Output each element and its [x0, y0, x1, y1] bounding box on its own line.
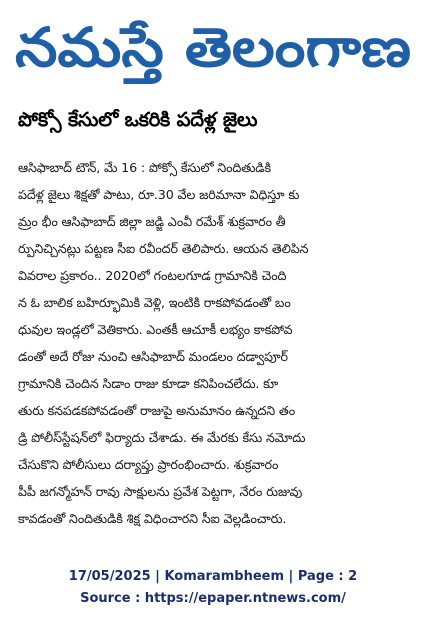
article-line: పీపీ జగన్మోహన్ రావు సాక్షులను ప్రవేశ పెట్టగా, నేరం రుజువు — [18, 484, 303, 499]
article-line: డ్రి పోలీస్‌స్టేషన్‌లో ఫిర్యాదు చేశాడు. ఈ మేరకు కేసు నమోదు — [18, 430, 306, 445]
article-line: గ్రామానికి చెందిన సిడాం రాజు కూడా కనిపించలేదు. కూ — [18, 376, 279, 391]
article-line: చేసుకొని పోలీసులు దర్యాప్తు ప్రారంభించారు. శుక్రవారం — [18, 457, 279, 472]
article-line: తురు కనపడకపోవడంతో రాజుపై అనుమానం ఉన్నదని తం — [18, 403, 295, 418]
footer-date-edition-page: 17/05/2025 | Komarambheem | Page : 2 — [68, 569, 358, 584]
masthead — [0, 4, 426, 86]
footer-source-link[interactable]: Source : https://epaper.ntnews.com/ — [80, 591, 346, 606]
article-line: ధువుల ఇండ్లలో వెతికారు. ఎంతకీ ఆచూకీ లభ్యం కాకపోవ — [18, 322, 293, 337]
article-line: కావడంతో నిందితుడికి శిక్ష విధించారని సీఐ వెల్లడించారు. — [18, 511, 287, 526]
article-line: పదేళ్ల జైలు శిక్షతో పాటు, రూ.30 వేల జరిమానా విధిస్తూ కు — [18, 187, 300, 202]
clipping-footer — [0, 566, 426, 610]
article-line: మ్రం భీం ఆసిఫాబాద్ జిల్లా జడ్జి ఎంవీ రమేశ్ శుక్రవారం తీ — [18, 214, 286, 229]
article-line: డంతో అదే రోజు నుంచి ఆసిఫాబాద్ మండలం దడ్వాపూర్ — [18, 349, 288, 364]
article-body — [18, 154, 418, 532]
masthead-title: నమస్తే తెలంగాణ — [15, 16, 369, 79]
article-line: న ఓ బాలిక బహిర్భూమికి వెళ్లి, ఇంటికి రాకపోవడంతో బం — [18, 295, 291, 310]
article-headline: పోక్సో కేసులో ఒకరికి పదేళ్ల జైలు — [18, 108, 258, 131]
article-line: వివరాల ప్రకారం.. 2020లో గంటలగూడ గ్రామానికి చెంది — [18, 268, 287, 283]
article-line: ర్పునిచ్చినట్లు పట్టణ సీఐ రవీందర్ తెలిపారు. ఆయన తెలిపిన — [18, 241, 309, 256]
newspaper-logo — [8, 4, 418, 86]
article-line: ఆసిఫాబాద్ టౌన్, మే 16 : పోక్సో కేసులో నిందితుడికి — [18, 160, 271, 175]
